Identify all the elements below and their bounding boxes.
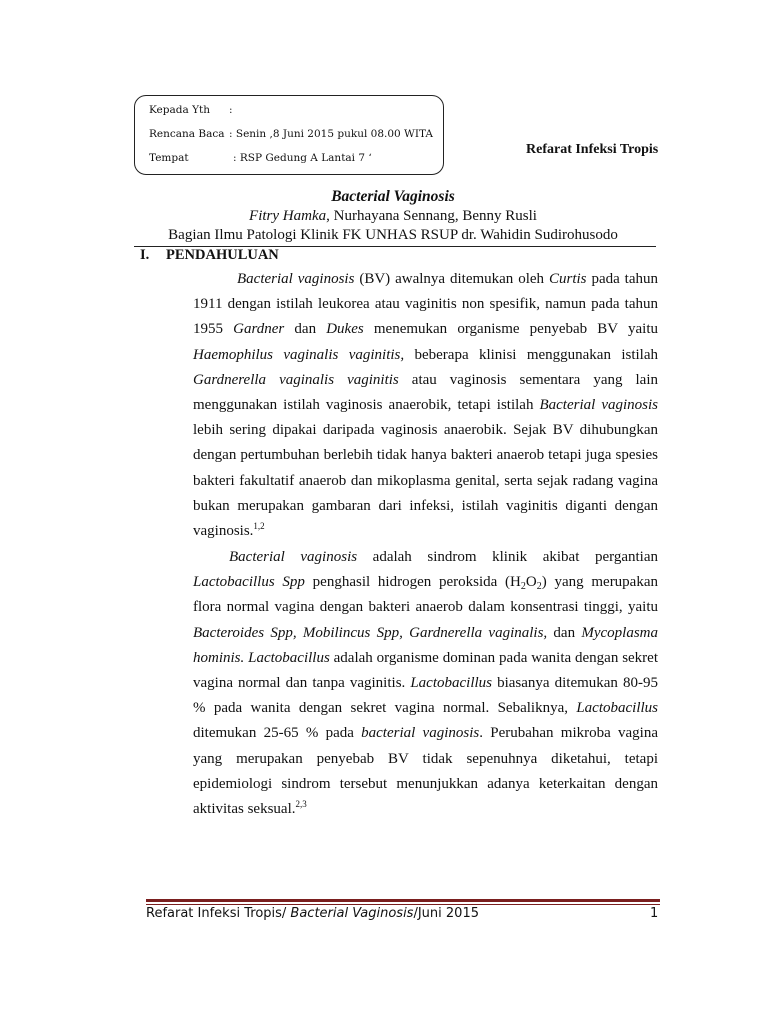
department: Bagian Ilmu Patologi Klinik FK UNHAS RSUP dr. Wahidin Sudirohusodo (168, 227, 618, 243)
p1-citation: 1,2 (253, 521, 265, 532)
p1-text: dan (284, 321, 327, 338)
p2-term: Lactobacillus Spp (193, 574, 305, 591)
authors (0, 208, 768, 225)
p1-text: pada tahun 1911 dengan istilah leukorea atau vaginitis non spesifik, namun pada tahun 1955 (193, 271, 659, 338)
rencana-value: : Senin ,8 Juni 2015 pukul 08.00 WITA (229, 128, 434, 140)
footer-rule-thick (146, 899, 660, 902)
p1-term: Bacterial vaginosis (237, 271, 355, 287)
p2-text: O (525, 574, 537, 591)
p1-term: Gardner (233, 321, 285, 338)
p2-text: ditemukan 25-65 % pada (193, 725, 362, 742)
p2-subscript: 2 (536, 581, 542, 593)
author-separator: , (326, 208, 334, 224)
kepada-label: Kepada Yth (149, 104, 210, 116)
p2-subscript: 2 (520, 581, 526, 593)
p2-text: dan (547, 624, 582, 641)
p1-term: Dukes (326, 321, 364, 338)
page-number: 1 (650, 906, 659, 921)
p1-text: menemukan organisme penyebab BV yaitu (363, 321, 658, 338)
footer-part: /Juni 2015 (413, 906, 479, 921)
p2-term: Bacteroides Spp, Mobilincus Spp, Gardnerella vaginalis, (193, 624, 548, 641)
kepada-value: : (229, 104, 233, 116)
footer-text (146, 906, 479, 921)
footer-part-italic: Bacterial Vaginosis (290, 906, 414, 921)
p2-term: Lactobacillus (576, 700, 658, 717)
p2-term: bacterial vaginosis (361, 725, 480, 742)
p2-text: . Perubahan mikroba vagina yang merupakan penyebab BV tidak sepenuhnya diketahui, tetapi epidemiologi sindrom tersebut menunjukkan adanya keterkaitan dengan aktivitas seksual. (193, 725, 659, 818)
p2-text: ) yang merupakan flora normal vagina dengan bakteri anaerob dalam konsentrasi tinggi, yaitu (193, 574, 659, 616)
p2-text: biasanya ditemukan 80-95 % pada wanita dengan sekret vagina normal. Sebaliknya, (193, 675, 658, 717)
p2-term: Lactobacillus (248, 649, 330, 666)
rencana-label: Rencana Baca (149, 128, 225, 140)
p2-term: Bacterial vaginosis (229, 549, 358, 565)
section-title: PENDAHULUAN (166, 247, 279, 263)
first-author: Fitry Hamka (249, 208, 327, 224)
p1-text: beberapa klinisi menggunakan istilah (404, 346, 658, 363)
p2-term: Lactobacillus (410, 675, 493, 692)
info-row-kepada (149, 104, 233, 116)
p1-text: (BV) awalnya ditemukan oleh (354, 271, 549, 287)
info-row-rencana (149, 128, 433, 140)
p2-text: penghasil hidrogen peroksida (H (304, 574, 521, 591)
header-title: Refarat Infeksi Tropis (526, 142, 659, 157)
tempat-value: : RSP Gedung A Lantai 7 ‘ (233, 152, 372, 164)
footer-rule-thin (146, 904, 660, 905)
p1-term: Gardnerella vaginalis vaginitis (193, 371, 399, 388)
section-number: I. (140, 247, 150, 263)
footer-part: Refarat Infeksi Tropis/ (146, 906, 291, 921)
p1-text: atau vaginosis sementara yang lain menggunakan istilah vaginosis anaerobik, tetapi istilah (193, 371, 658, 414)
tempat-label: Tempat (149, 152, 189, 164)
p1-term: Curtis (549, 271, 587, 287)
other-authors: Nurhayana Sennang, Benny Rusli (333, 208, 537, 224)
info-box (134, 95, 444, 175)
p2-term: Mycoplasma hominis. (193, 624, 658, 666)
paragraph-2 (193, 545, 658, 822)
p1-text: lebih sering dipakai daripada vaginosis anaerobik. Sejak BV dihubungkan dengan pertumbuhan berlebih tidak hanya bakteri anaerob tetapi juga spesies bakteri fakultatif anaerob dan mikoplasma genital, serta sejak radang vagina bukan merupakan gambaran dari infeksi, istilah vaginitis diganti dengan vaginosis. (193, 422, 658, 540)
paragraph-1 (193, 267, 658, 544)
section-heading (140, 247, 279, 264)
p1-term: Haemophilus vaginalis vaginitis, (193, 346, 405, 363)
p2-citation: 2,3 (295, 799, 307, 810)
p2-text: adalah sindrom klinik akibat pergantian (357, 549, 658, 565)
p1-term: Bacterial vaginosis (539, 397, 658, 414)
document-title: Bacterial Vaginosis (331, 188, 455, 205)
info-row-tempat (149, 152, 372, 164)
p2-text: adalah organisme dominan pada wanita dengan sekret vagina normal dan tanpa vaginitis. (193, 649, 659, 692)
